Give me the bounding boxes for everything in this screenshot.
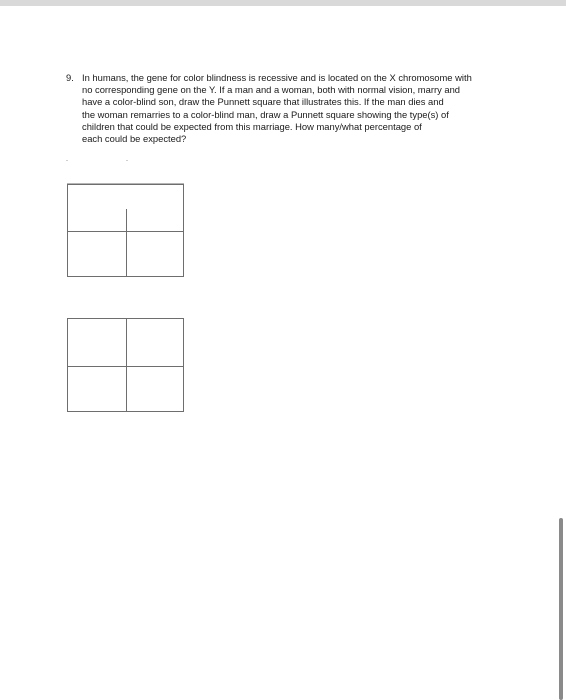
punnett-square-2 xyxy=(67,318,184,412)
punnett-column-divider xyxy=(126,209,127,276)
question-line: children that could be expected from this marriage. How many/what percentage of xyxy=(82,120,422,132)
top-bar xyxy=(0,0,566,6)
question-9 xyxy=(66,72,511,145)
question-line: In humans, the gene for color blindness is recessive and is located on the X chromosome with xyxy=(82,72,472,83)
punnett-column-divider xyxy=(126,319,127,411)
question-text xyxy=(82,72,511,145)
question-number: 9. xyxy=(66,72,74,83)
punnett-square-1 xyxy=(67,184,184,277)
question-line: each could be expected? xyxy=(82,133,187,145)
question-line: the woman remarries to a color-blind man, draw a Punnett square showing the type(s) of xyxy=(82,108,449,120)
scrollbar-thumb[interactable] xyxy=(559,518,563,700)
square-top-edge xyxy=(67,183,184,184)
question-line: have a color-blind son, draw the Punnett square that illustrates this. If the man dies and xyxy=(82,96,444,108)
faint-marks xyxy=(66,158,196,164)
question-line: no corresponding gene on the Y. If a man and a woman, both with normal vision, marry and xyxy=(82,84,461,96)
